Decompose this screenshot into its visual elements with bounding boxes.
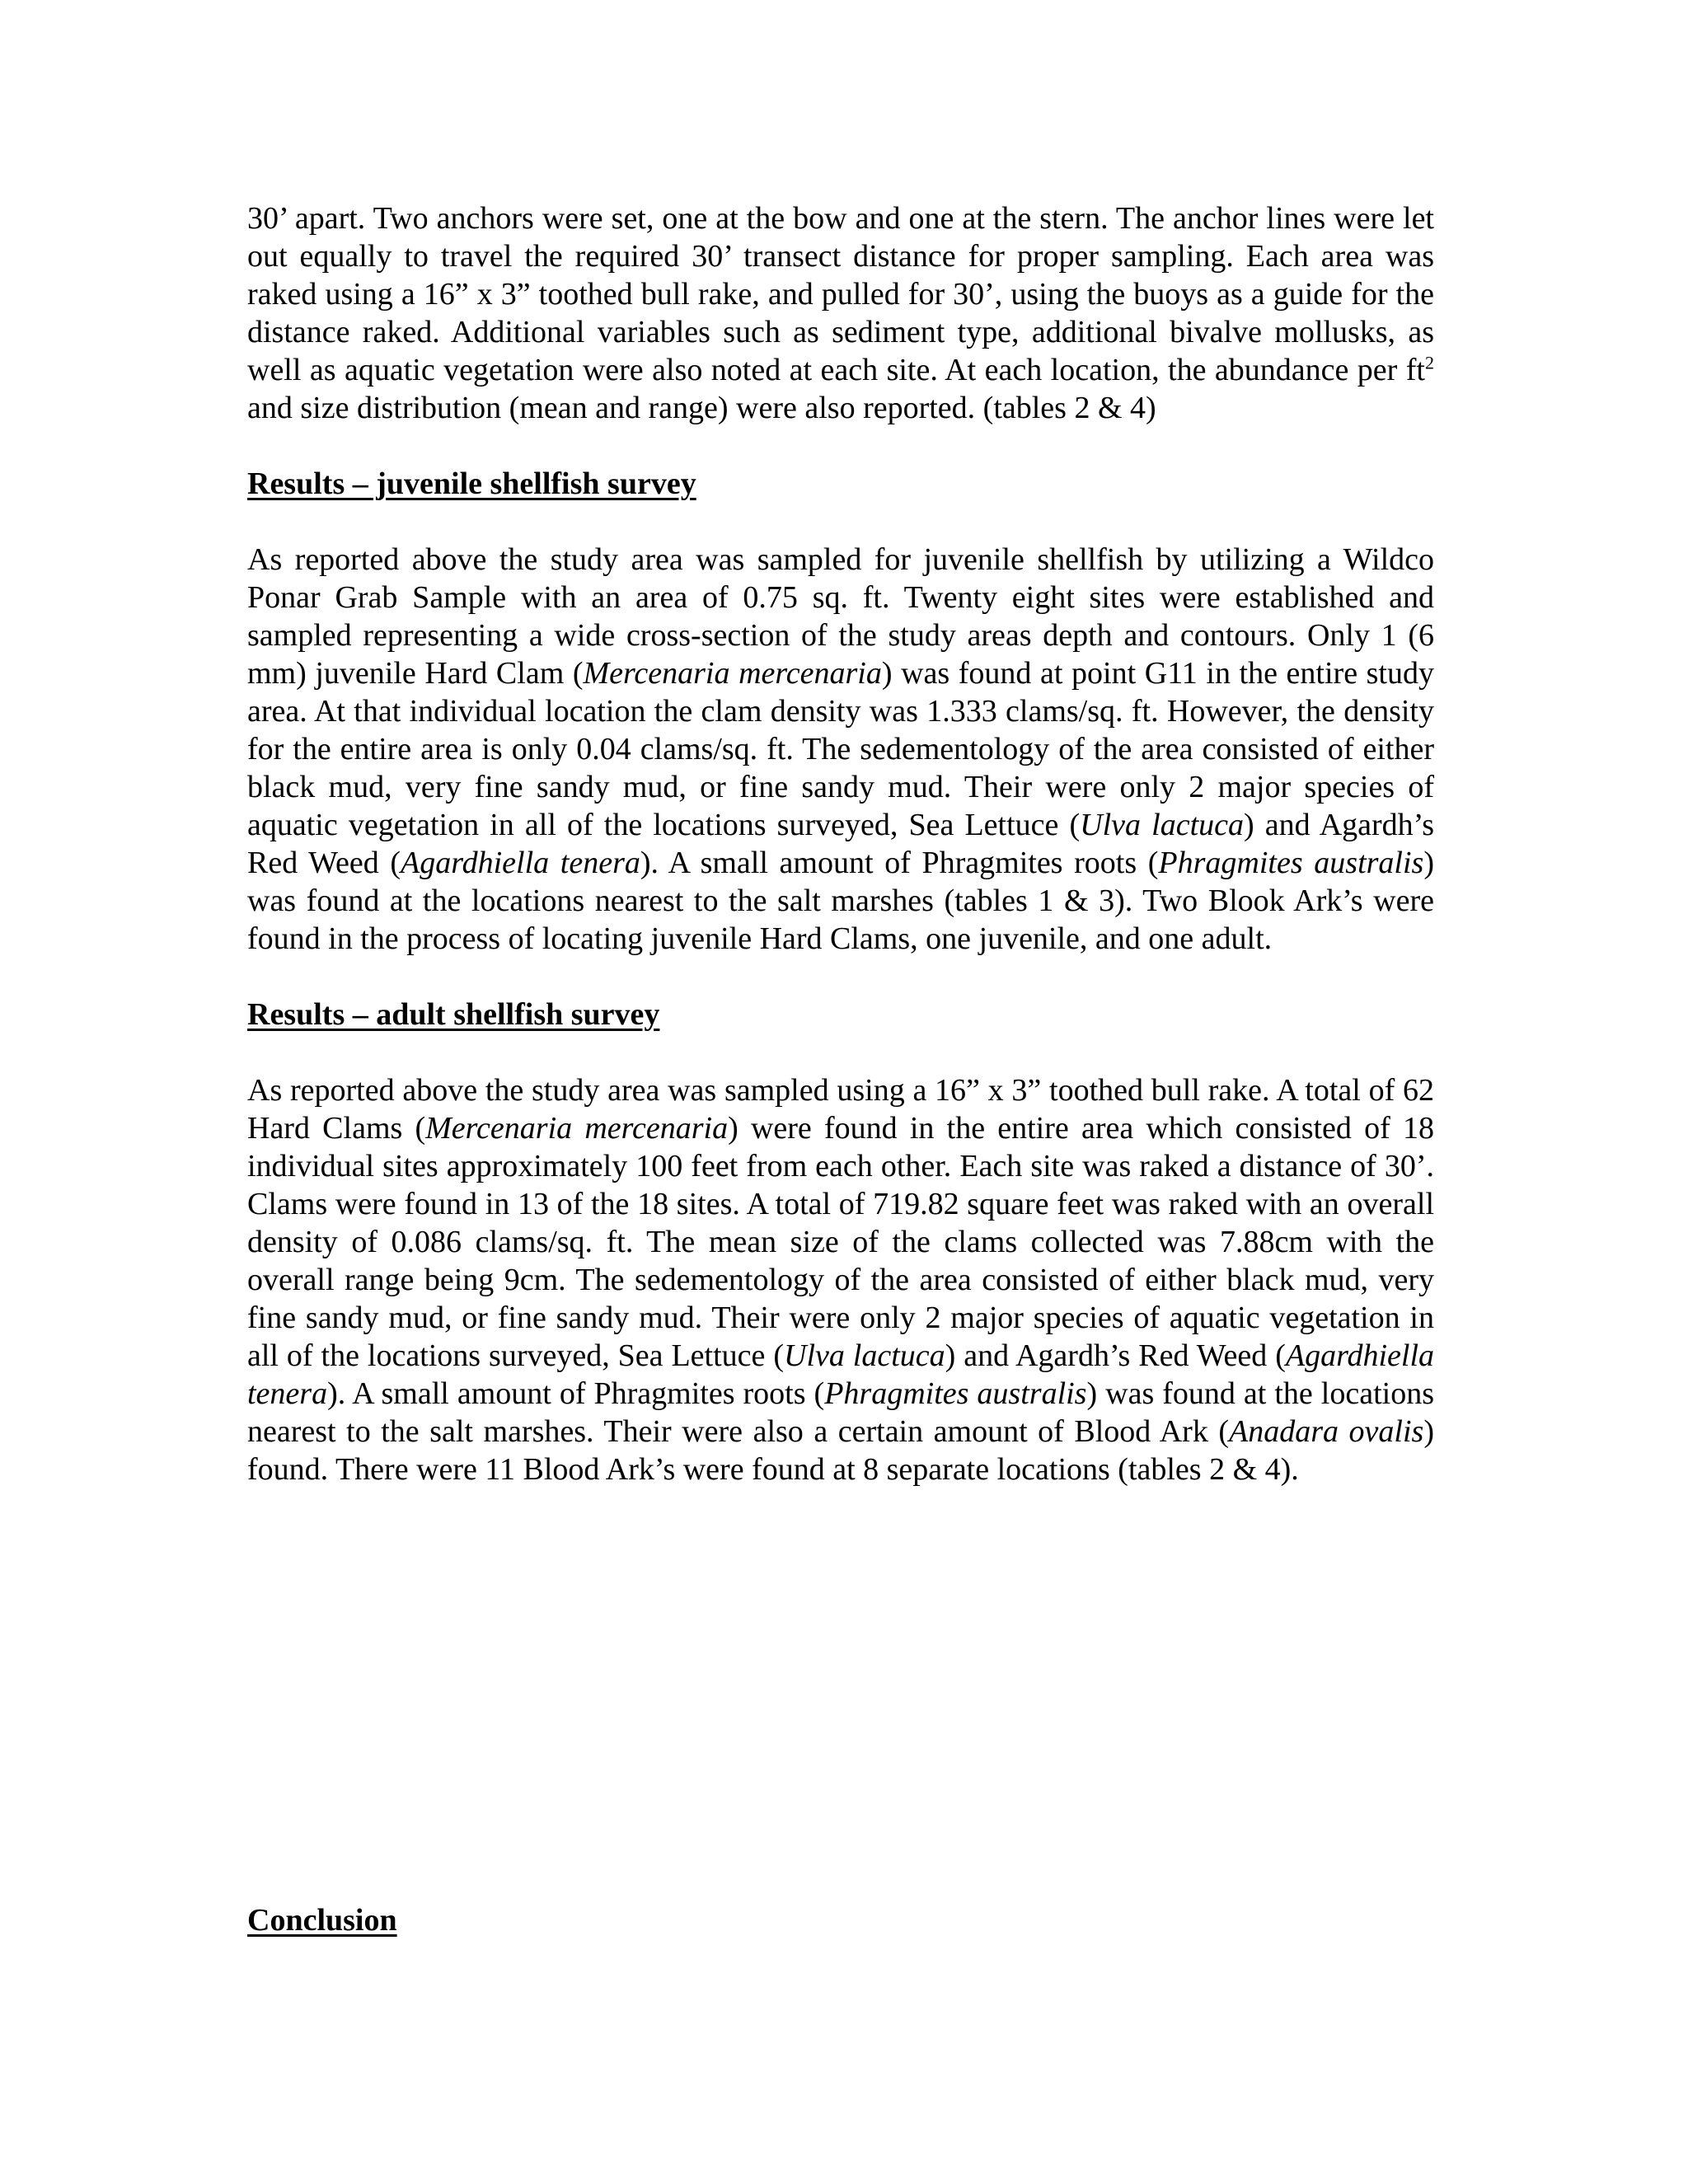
spacer [247, 1033, 1434, 1071]
methods-text-a: 30’ apart. Two anchors were set, one at the bow and one at the stern. The anchor lines were let out equally to travel the required 30’ transect distance for proper sampling. Each area was raked using a 16” x 3” toothed bull rake, and pulled for 30’, using the buoys as a guide for the distance raked. Additional variables such as sediment type, additional bivalve mollusks, as well as aquatic vegetation were also noted at each site. At each location, the abundance per ft [247, 201, 1434, 387]
species-name: Ulva lactuca [784, 1338, 945, 1373]
species-name: Agardhiella tenera [401, 846, 640, 880]
species-name: Ulva lactuca [1080, 808, 1245, 842]
adult-text-5: ) was found at the locations nearest to the salt marshes. Their were also a certain amount of Blood Ark ( [247, 1376, 1434, 1449]
species-name: Phragmites australis [1158, 846, 1424, 880]
superscript-two: 2 [1425, 352, 1434, 373]
methods-paragraph [247, 199, 1434, 427]
juvenile-results-paragraph [247, 541, 1434, 958]
juvenile-text-5: ) was found at the locations nearest to the salt marshes (tables 1 & 3). Two Blook Ark’s were found in the process of locating juvenile Hard Clams, one juvenile, and one adult. [247, 846, 1434, 956]
species-name: Mercenaria mercenaria [583, 656, 882, 691]
species-name: Agardhiella tenera [247, 1338, 1435, 1411]
adult-text-1: As reported above the study area was sampled using a 16” x 3” toothed bull rake. A total of 62 Hard Clams ( [247, 1073, 1434, 1146]
adult-text-2: ) were found in the entire area which consisted of 18 individual sites approximately 100 feet from each other. Each site was raked a distance of 30’. Clams were found in 13 of the 18 sites. A total of 719.82 square feet was raked with an overall density of 0.086 clams/sq. ft. The mean size of the clams collected was 7.88cm with the overall range being 9cm. The sedementology of the area consisted of either black mud, very fine sandy mud, or fine sandy mud. Their were only 2 major species of aquatic vegetation in all of the locations surveyed, Sea Lettuce ( [247, 1111, 1434, 1373]
conclusion-heading: Conclusion [247, 1903, 397, 1938]
juvenile-text-1: As reported above the study area was sampled for juvenile shellfish by utilizing a Wildco Ponar Grab Sample with an area of 0.75 sq. ft. Twenty eight sites were established and sampled representing a wide cross-section of the study areas depth and contours. Only 1 (6 mm) juvenile Hard Clam ( [247, 542, 1434, 691]
species-name: Phragmites australis [824, 1376, 1087, 1411]
spacer [247, 427, 1434, 465]
adult-text-6: ) found. There were 11 Blood Ark’s were found at 8 separate locations (tables 2 & 4). [247, 1414, 1434, 1487]
spacer [247, 958, 1434, 996]
methods-text-b: and size distribution (mean and range) were also reported. (tables 2 & 4) [247, 391, 1156, 425]
juvenile-results-heading: Results – juvenile shellfish survey [247, 466, 696, 501]
adult-text-4: ). A small amount of Phragmites roots ( [327, 1376, 825, 1411]
adult-text-3: ) and Agardh’s Red Weed ( [945, 1338, 1286, 1373]
adult-results-heading: Results – adult shellfish survey [247, 997, 660, 1032]
juvenile-text-2: ) was found at point G11 in the entire study area. At that individual location the clam density was 1.333 clams/sq. ft. However, the density for the entire area is only 0.04 clams/sq. ft. The sedementology of the area consisted of either black mud, very fine sandy mud, or fine sandy mud. Their were only 2 major species of aquatic vegetation in all of the locations surveyed, Sea Lettuce ( [247, 656, 1434, 842]
juvenile-text-3: ) and Agardh’s Red Weed ( [247, 808, 1434, 880]
juvenile-text-4: ). A small amount of Phragmites roots ( [640, 846, 1159, 880]
species-name: Anadara ovalis [1229, 1414, 1424, 1449]
species-name: Mercenaria mercenaria [425, 1111, 729, 1146]
adult-results-paragraph [247, 1071, 1434, 1488]
body-text [247, 199, 1434, 1488]
spacer [247, 503, 1434, 541]
